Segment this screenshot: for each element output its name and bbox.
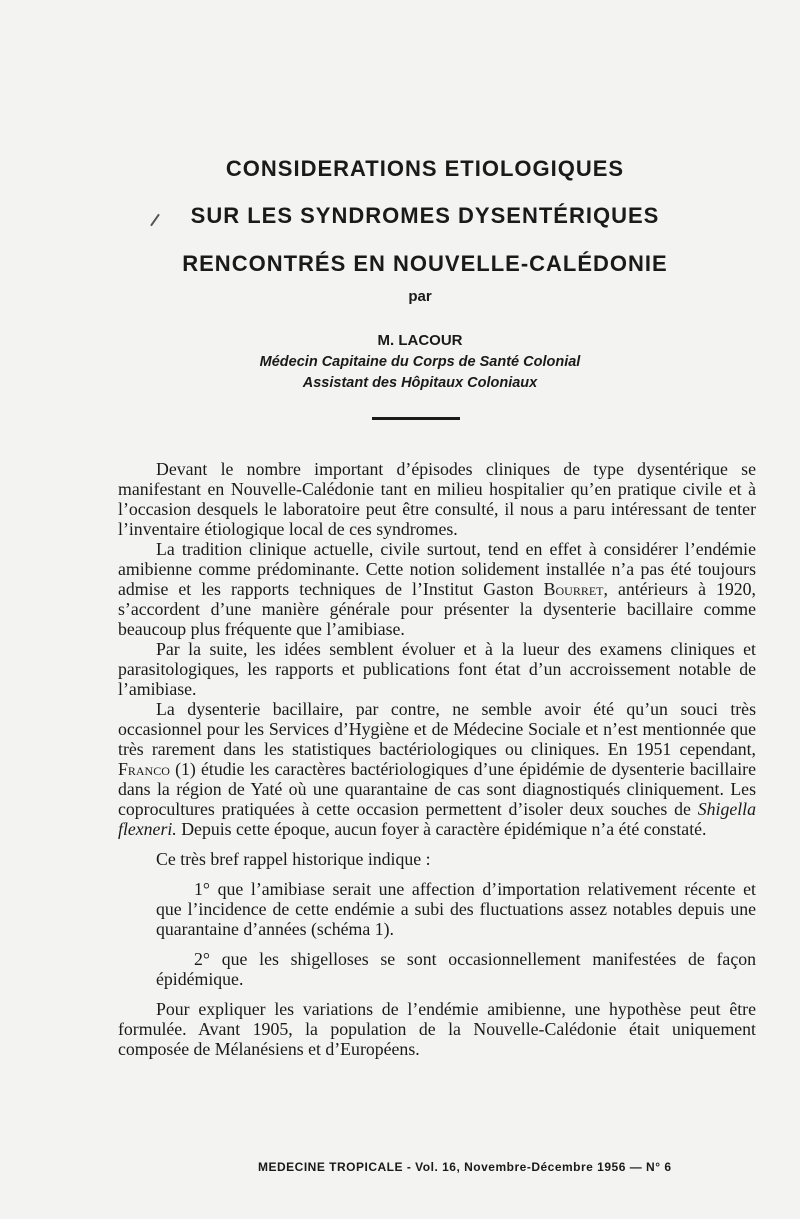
paragraph-2-text-b: , antérieurs à 1920, s’accordent d’une manière générale pour présenter la dysenterie bacillaire comme beaucoup plus fréquente que l’amibiase. xyxy=(118,579,756,639)
paragraph-4 xyxy=(118,699,756,839)
list-item-2: 2° que les shigelloses se sont occasionnellement manifestées de façon épidémique. xyxy=(156,949,756,989)
paragraph-4-text-b: (1) étudie les caractères bactériologiques d’une épidémie de dysenterie bacillaire dans la région de Yaté où une quarantaine de cas sont diagnostiqués cliniquement. Les coprocultures pratiquées à cette occasion permettent d’isoler deux souches de xyxy=(118,759,756,819)
paragraph-3: Par la suite, les idées semblent évoluer et à la lueur des examens cliniques et parasitologiques, les rapports et publications font état d’un accroissement notable de l’amibiase. xyxy=(118,639,756,699)
paragraph-1: Devant le nombre important d’épisodes cliniques de type dysentérique se manifestant en Nouvelle-Calédonie tant en milieu hospitalier qu’en pratique civile et à l’occasion desquels le laboratoire peut être consulté, il nous a paru intéressant de tenter l’inventaire étiologique local de ces syndromes. xyxy=(118,459,756,539)
title-divider xyxy=(372,417,460,420)
byline-par: par xyxy=(408,288,432,305)
author-affiliation-2: Assistant des Hôpitaux Coloniaux xyxy=(302,375,538,391)
article-title-line-1: CONSIDERATIONS ETIOLOGIQUES xyxy=(225,156,625,181)
author-ref-franco: Franco xyxy=(118,759,170,779)
paragraph-2 xyxy=(118,539,756,639)
paragraph-4-text-c: Depuis cette époque, aucun foyer à caractère épidémique n’a été constaté. xyxy=(176,819,707,839)
author-ref-bourret: Bourret xyxy=(543,579,604,599)
paragraph-4-text-a: La dysenterie bacillaire, par contre, ne semble avoir été qu’un souci très occasionnel pour les Services d’Hygiène et de Médecine Sociale et n’est mentionnée que très rarement dans les statistiques bactériologiques ou cliniques. En 1951 cependant, xyxy=(118,699,756,759)
paragraph-2-text-a: La tradition clinique actuelle, civile surtout, tend en effet à considérer l’endémie amibienne comme prédominante. Cette notion solidement installée n’a pas été toujours admise et les rapports techniques de l’Institut Gaston xyxy=(118,539,756,599)
list-item-1: 1° que l’amibiase serait une affection d’importation relativement récente et que l’incidence de cette endémie a subi des fluctuations assez notables depuis une quarantaine d’années (schéma 1). xyxy=(156,879,756,939)
article-title-line-2: SUR LES SYNDROMES DYSENTÉRIQUES xyxy=(190,203,660,228)
author-affiliation-1: Médecin Capitaine du Corps de Santé Colonial xyxy=(259,354,581,370)
article-title-line-3: RENCONTRÉS EN NOUVELLE-CALÉDONIE xyxy=(182,251,668,276)
journal-footer: MEDECINE TROPICALE - Vol. 16, Novembre-Décembre 1956 — N° 6 xyxy=(258,1160,672,1174)
author-name: M. LACOUR xyxy=(377,332,463,349)
paragraph-8: Pour expliquer les variations de l’endémie amibienne, une hypothèse peut être formulée. Avant 1905, la population de la Nouvelle-Calédonie était uniquement composée de Mélanésiens et d’Européens. xyxy=(118,999,756,1059)
paragraph-5: Ce très bref rappel historique indique : xyxy=(156,849,431,869)
species-name: Shigella flexneri. xyxy=(118,799,756,839)
article-body xyxy=(118,459,756,1059)
